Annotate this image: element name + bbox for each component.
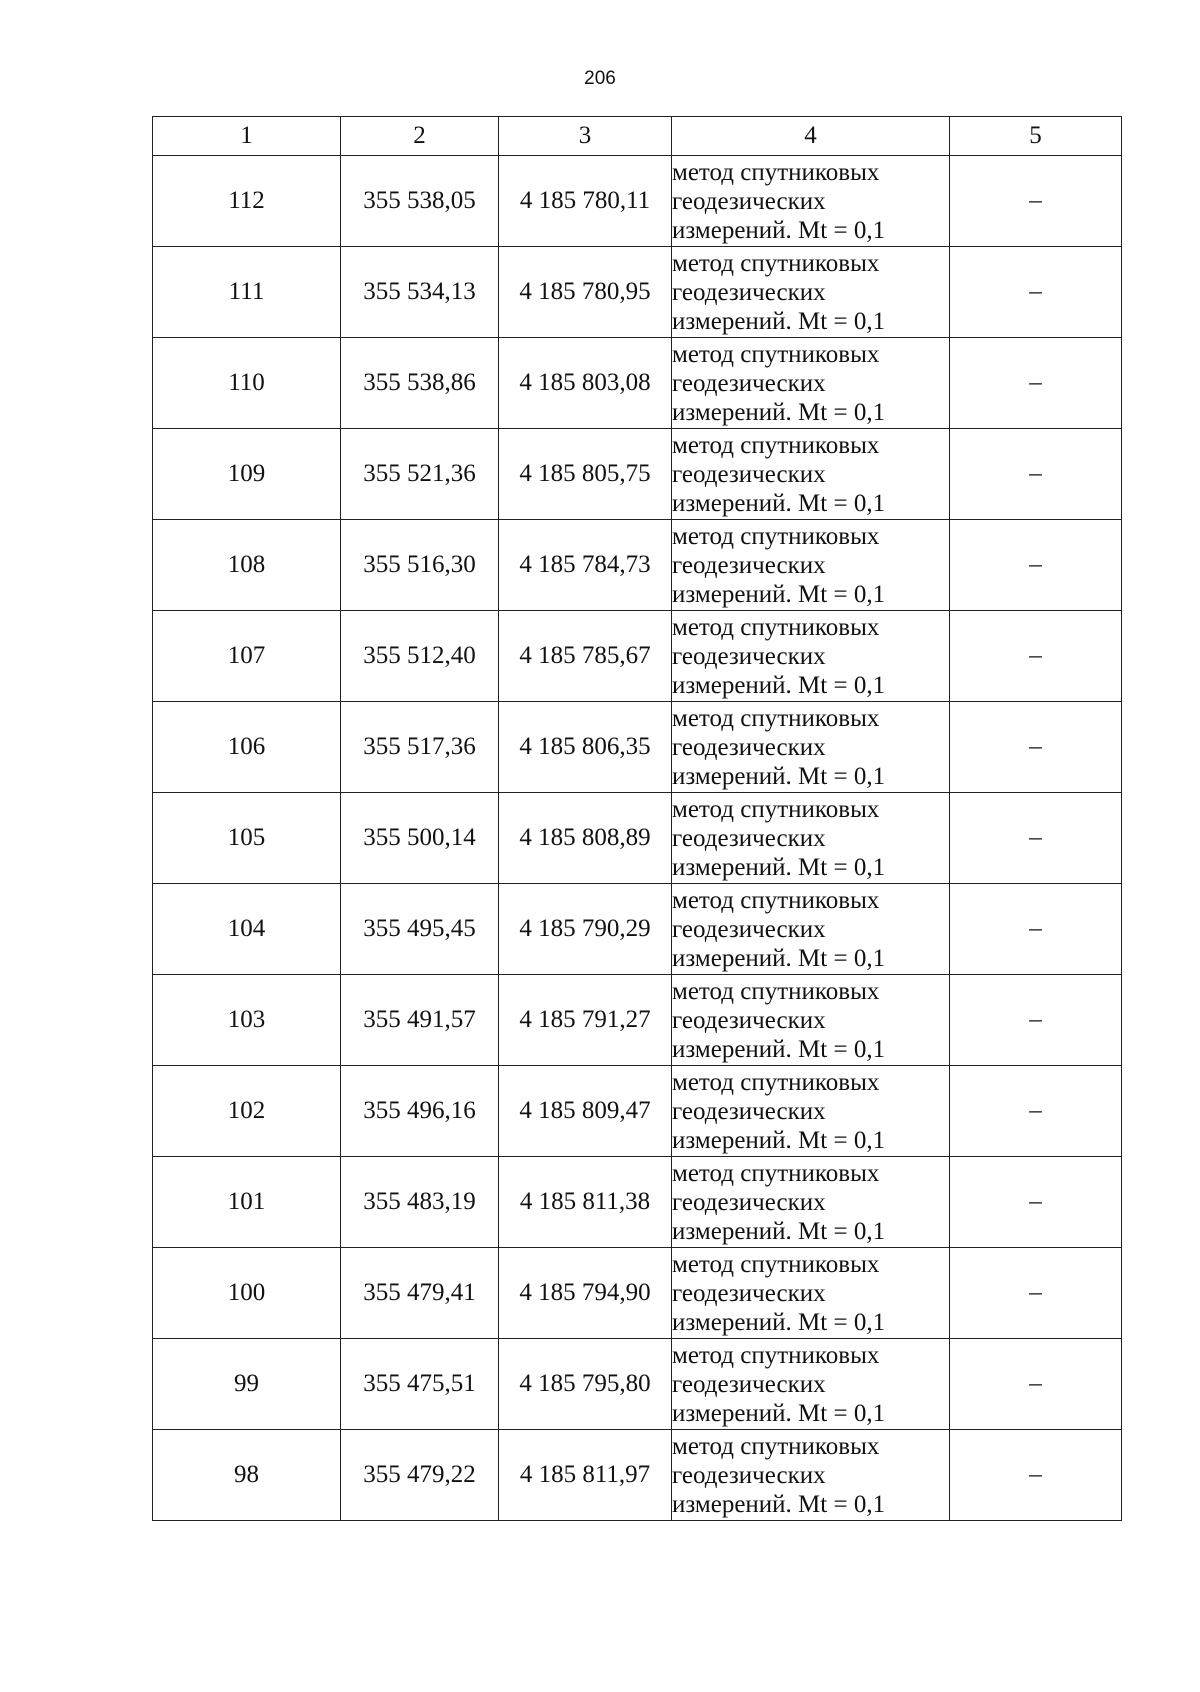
method-text-line: метод спутниковых xyxy=(672,613,880,641)
method-text-line: измерений. Mt = 0,1 xyxy=(672,671,886,699)
column-header-1: 1 xyxy=(153,117,341,156)
point-number-cell: 107 xyxy=(153,611,341,702)
y-coordinate-cell: 4 185 794,90 xyxy=(499,1248,672,1339)
x-coordinate-cell: 355 512,40 xyxy=(341,611,499,702)
y-coordinate-cell: 4 185 803,08 xyxy=(499,338,672,429)
method-cell xyxy=(672,156,950,247)
x-coordinate-cell: 355 496,16 xyxy=(341,1066,499,1157)
method-cell xyxy=(672,429,950,520)
point-number-cell: 111 xyxy=(153,247,341,338)
method-cell xyxy=(672,793,950,884)
table-body xyxy=(153,156,1122,1521)
x-coordinate-cell: 355 500,14 xyxy=(341,793,499,884)
method-text-line: измерений. Mt = 0,1 xyxy=(672,762,886,790)
point-number-cell: 101 xyxy=(153,1157,341,1248)
method-text-line: геодезических xyxy=(672,1370,826,1398)
table-header-row xyxy=(153,117,1122,156)
note-cell: – xyxy=(950,975,1122,1066)
table-row xyxy=(153,702,1122,793)
note-cell: – xyxy=(950,247,1122,338)
table-row xyxy=(153,1430,1122,1521)
note-cell: – xyxy=(950,884,1122,975)
method-text-line: геодезических xyxy=(672,733,826,761)
method-text-line: измерений. Mt = 0,1 xyxy=(672,1035,886,1063)
y-coordinate-cell: 4 185 790,29 xyxy=(499,884,672,975)
method-text-line: геодезических xyxy=(672,1006,826,1034)
method-text-line: метод спутниковых xyxy=(672,431,880,459)
method-cell xyxy=(672,1066,950,1157)
method-text-line: метод спутниковых xyxy=(672,886,880,914)
method-cell xyxy=(672,520,950,611)
x-coordinate-cell: 355 516,30 xyxy=(341,520,499,611)
point-number-cell: 102 xyxy=(153,1066,341,1157)
x-coordinate-cell: 355 538,86 xyxy=(341,338,499,429)
page-number: 206 xyxy=(584,68,616,89)
method-text-line: геодезических xyxy=(672,824,826,852)
note-cell: – xyxy=(950,1066,1122,1157)
x-coordinate-cell: 355 483,19 xyxy=(341,1157,499,1248)
method-cell xyxy=(672,1248,950,1339)
note-cell: – xyxy=(950,702,1122,793)
point-number-cell: 98 xyxy=(153,1430,341,1521)
note-cell: – xyxy=(950,1248,1122,1339)
method-text-line: геодезических xyxy=(672,1279,826,1307)
method-text-line: измерений. Mt = 0,1 xyxy=(672,944,886,972)
table-row xyxy=(153,520,1122,611)
table-row xyxy=(153,429,1122,520)
method-text-line: измерений. Mt = 0,1 xyxy=(672,1308,886,1336)
x-coordinate-cell: 355 517,36 xyxy=(341,702,499,793)
point-number-cell: 105 xyxy=(153,793,341,884)
coordinates-table xyxy=(152,116,1122,1521)
method-text-line: метод спутниковых xyxy=(672,340,880,368)
y-coordinate-cell: 4 185 805,75 xyxy=(499,429,672,520)
method-text-line: геодезических xyxy=(672,369,826,397)
x-coordinate-cell: 355 479,41 xyxy=(341,1248,499,1339)
point-number-cell: 109 xyxy=(153,429,341,520)
table-row xyxy=(153,975,1122,1066)
method-text-line: измерений. Mt = 0,1 xyxy=(672,489,886,517)
y-coordinate-cell: 4 185 809,47 xyxy=(499,1066,672,1157)
x-coordinate-cell: 355 495,45 xyxy=(341,884,499,975)
method-text-line: измерений. Mt = 0,1 xyxy=(672,853,886,881)
method-text-line: геодезических xyxy=(672,187,826,215)
method-text-line: геодезических xyxy=(672,278,826,306)
note-cell: – xyxy=(950,1430,1122,1521)
y-coordinate-cell: 4 185 785,67 xyxy=(499,611,672,702)
point-number-cell: 110 xyxy=(153,338,341,429)
y-coordinate-cell: 4 185 784,73 xyxy=(499,520,672,611)
y-coordinate-cell: 4 185 808,89 xyxy=(499,793,672,884)
x-coordinate-cell: 355 538,05 xyxy=(341,156,499,247)
y-coordinate-cell: 4 185 811,97 xyxy=(499,1430,672,1521)
method-cell xyxy=(672,1430,950,1521)
table-row xyxy=(153,247,1122,338)
note-cell: – xyxy=(950,611,1122,702)
table-row xyxy=(153,1339,1122,1430)
method-cell xyxy=(672,884,950,975)
note-cell: – xyxy=(950,520,1122,611)
note-cell: – xyxy=(950,793,1122,884)
y-coordinate-cell: 4 185 780,11 xyxy=(499,156,672,247)
column-header-2: 2 xyxy=(341,117,499,156)
method-text-line: измерений. Mt = 0,1 xyxy=(672,1399,886,1427)
method-cell xyxy=(672,338,950,429)
method-text-line: измерений. Mt = 0,1 xyxy=(672,580,886,608)
method-text-line: геодезических xyxy=(672,642,826,670)
method-cell xyxy=(672,1157,950,1248)
note-cell: – xyxy=(950,156,1122,247)
method-text-line: метод спутниковых xyxy=(672,1068,880,1096)
x-coordinate-cell: 355 491,57 xyxy=(341,975,499,1066)
method-text-line: измерений. Mt = 0,1 xyxy=(672,307,886,335)
method-text-line: геодезических xyxy=(672,551,826,579)
method-text-line: геодезических xyxy=(672,1097,826,1125)
y-coordinate-cell: 4 185 811,38 xyxy=(499,1157,672,1248)
point-number-cell: 108 xyxy=(153,520,341,611)
table-row xyxy=(153,1066,1122,1157)
x-coordinate-cell: 355 475,51 xyxy=(341,1339,499,1430)
note-cell: – xyxy=(950,429,1122,520)
point-number-cell: 100 xyxy=(153,1248,341,1339)
method-text-line: геодезических xyxy=(672,1188,826,1216)
method-text-line: измерений. Mt = 0,1 xyxy=(672,398,886,426)
method-text-line: метод спутниковых xyxy=(672,1250,880,1278)
point-number-cell: 99 xyxy=(153,1339,341,1430)
x-coordinate-cell: 355 479,22 xyxy=(341,1430,499,1521)
y-coordinate-cell: 4 185 780,95 xyxy=(499,247,672,338)
note-cell: – xyxy=(950,1339,1122,1430)
method-text-line: метод спутниковых xyxy=(672,977,880,1005)
method-text-line: метод спутниковых xyxy=(672,1341,880,1369)
method-text-line: метод спутниковых xyxy=(672,522,880,550)
method-text-line: геодезических xyxy=(672,1461,826,1489)
method-text-line: метод спутниковых xyxy=(672,249,880,277)
note-cell: – xyxy=(950,338,1122,429)
method-text-line: метод спутниковых xyxy=(672,795,880,823)
method-text-line: измерений. Mt = 0,1 xyxy=(672,1126,886,1154)
method-cell xyxy=(672,702,950,793)
method-text-line: метод спутниковых xyxy=(672,1432,880,1460)
method-cell xyxy=(672,611,950,702)
table-row xyxy=(153,1157,1122,1248)
method-text-line: измерений. Mt = 0,1 xyxy=(672,1490,886,1518)
table-row xyxy=(153,611,1122,702)
table-row xyxy=(153,1248,1122,1339)
method-text-line: геодезических xyxy=(672,915,826,943)
x-coordinate-cell: 355 534,13 xyxy=(341,247,499,338)
point-number-cell: 106 xyxy=(153,702,341,793)
method-text-line: метод спутниковых xyxy=(672,1159,880,1187)
table-row xyxy=(153,884,1122,975)
method-cell xyxy=(672,247,950,338)
table-row xyxy=(153,338,1122,429)
method-text-line: геодезических xyxy=(672,460,826,488)
point-number-cell: 104 xyxy=(153,884,341,975)
table-row xyxy=(153,156,1122,247)
method-text-line: метод спутниковых xyxy=(672,158,880,186)
column-header-3: 3 xyxy=(499,117,672,156)
method-text-line: метод спутниковых xyxy=(672,704,880,732)
point-number-cell: 103 xyxy=(153,975,341,1066)
table-row xyxy=(153,793,1122,884)
column-header-5: 5 xyxy=(950,117,1122,156)
method-cell xyxy=(672,1339,950,1430)
y-coordinate-cell: 4 185 791,27 xyxy=(499,975,672,1066)
method-text-line: измерений. Mt = 0,1 xyxy=(672,1217,886,1245)
y-coordinate-cell: 4 185 795,80 xyxy=(499,1339,672,1430)
column-header-4: 4 xyxy=(672,117,950,156)
x-coordinate-cell: 355 521,36 xyxy=(341,429,499,520)
point-number-cell: 112 xyxy=(153,156,341,247)
y-coordinate-cell: 4 185 806,35 xyxy=(499,702,672,793)
note-cell: – xyxy=(950,1157,1122,1248)
method-text-line: измерений. Mt = 0,1 xyxy=(672,216,886,244)
method-cell xyxy=(672,975,950,1066)
